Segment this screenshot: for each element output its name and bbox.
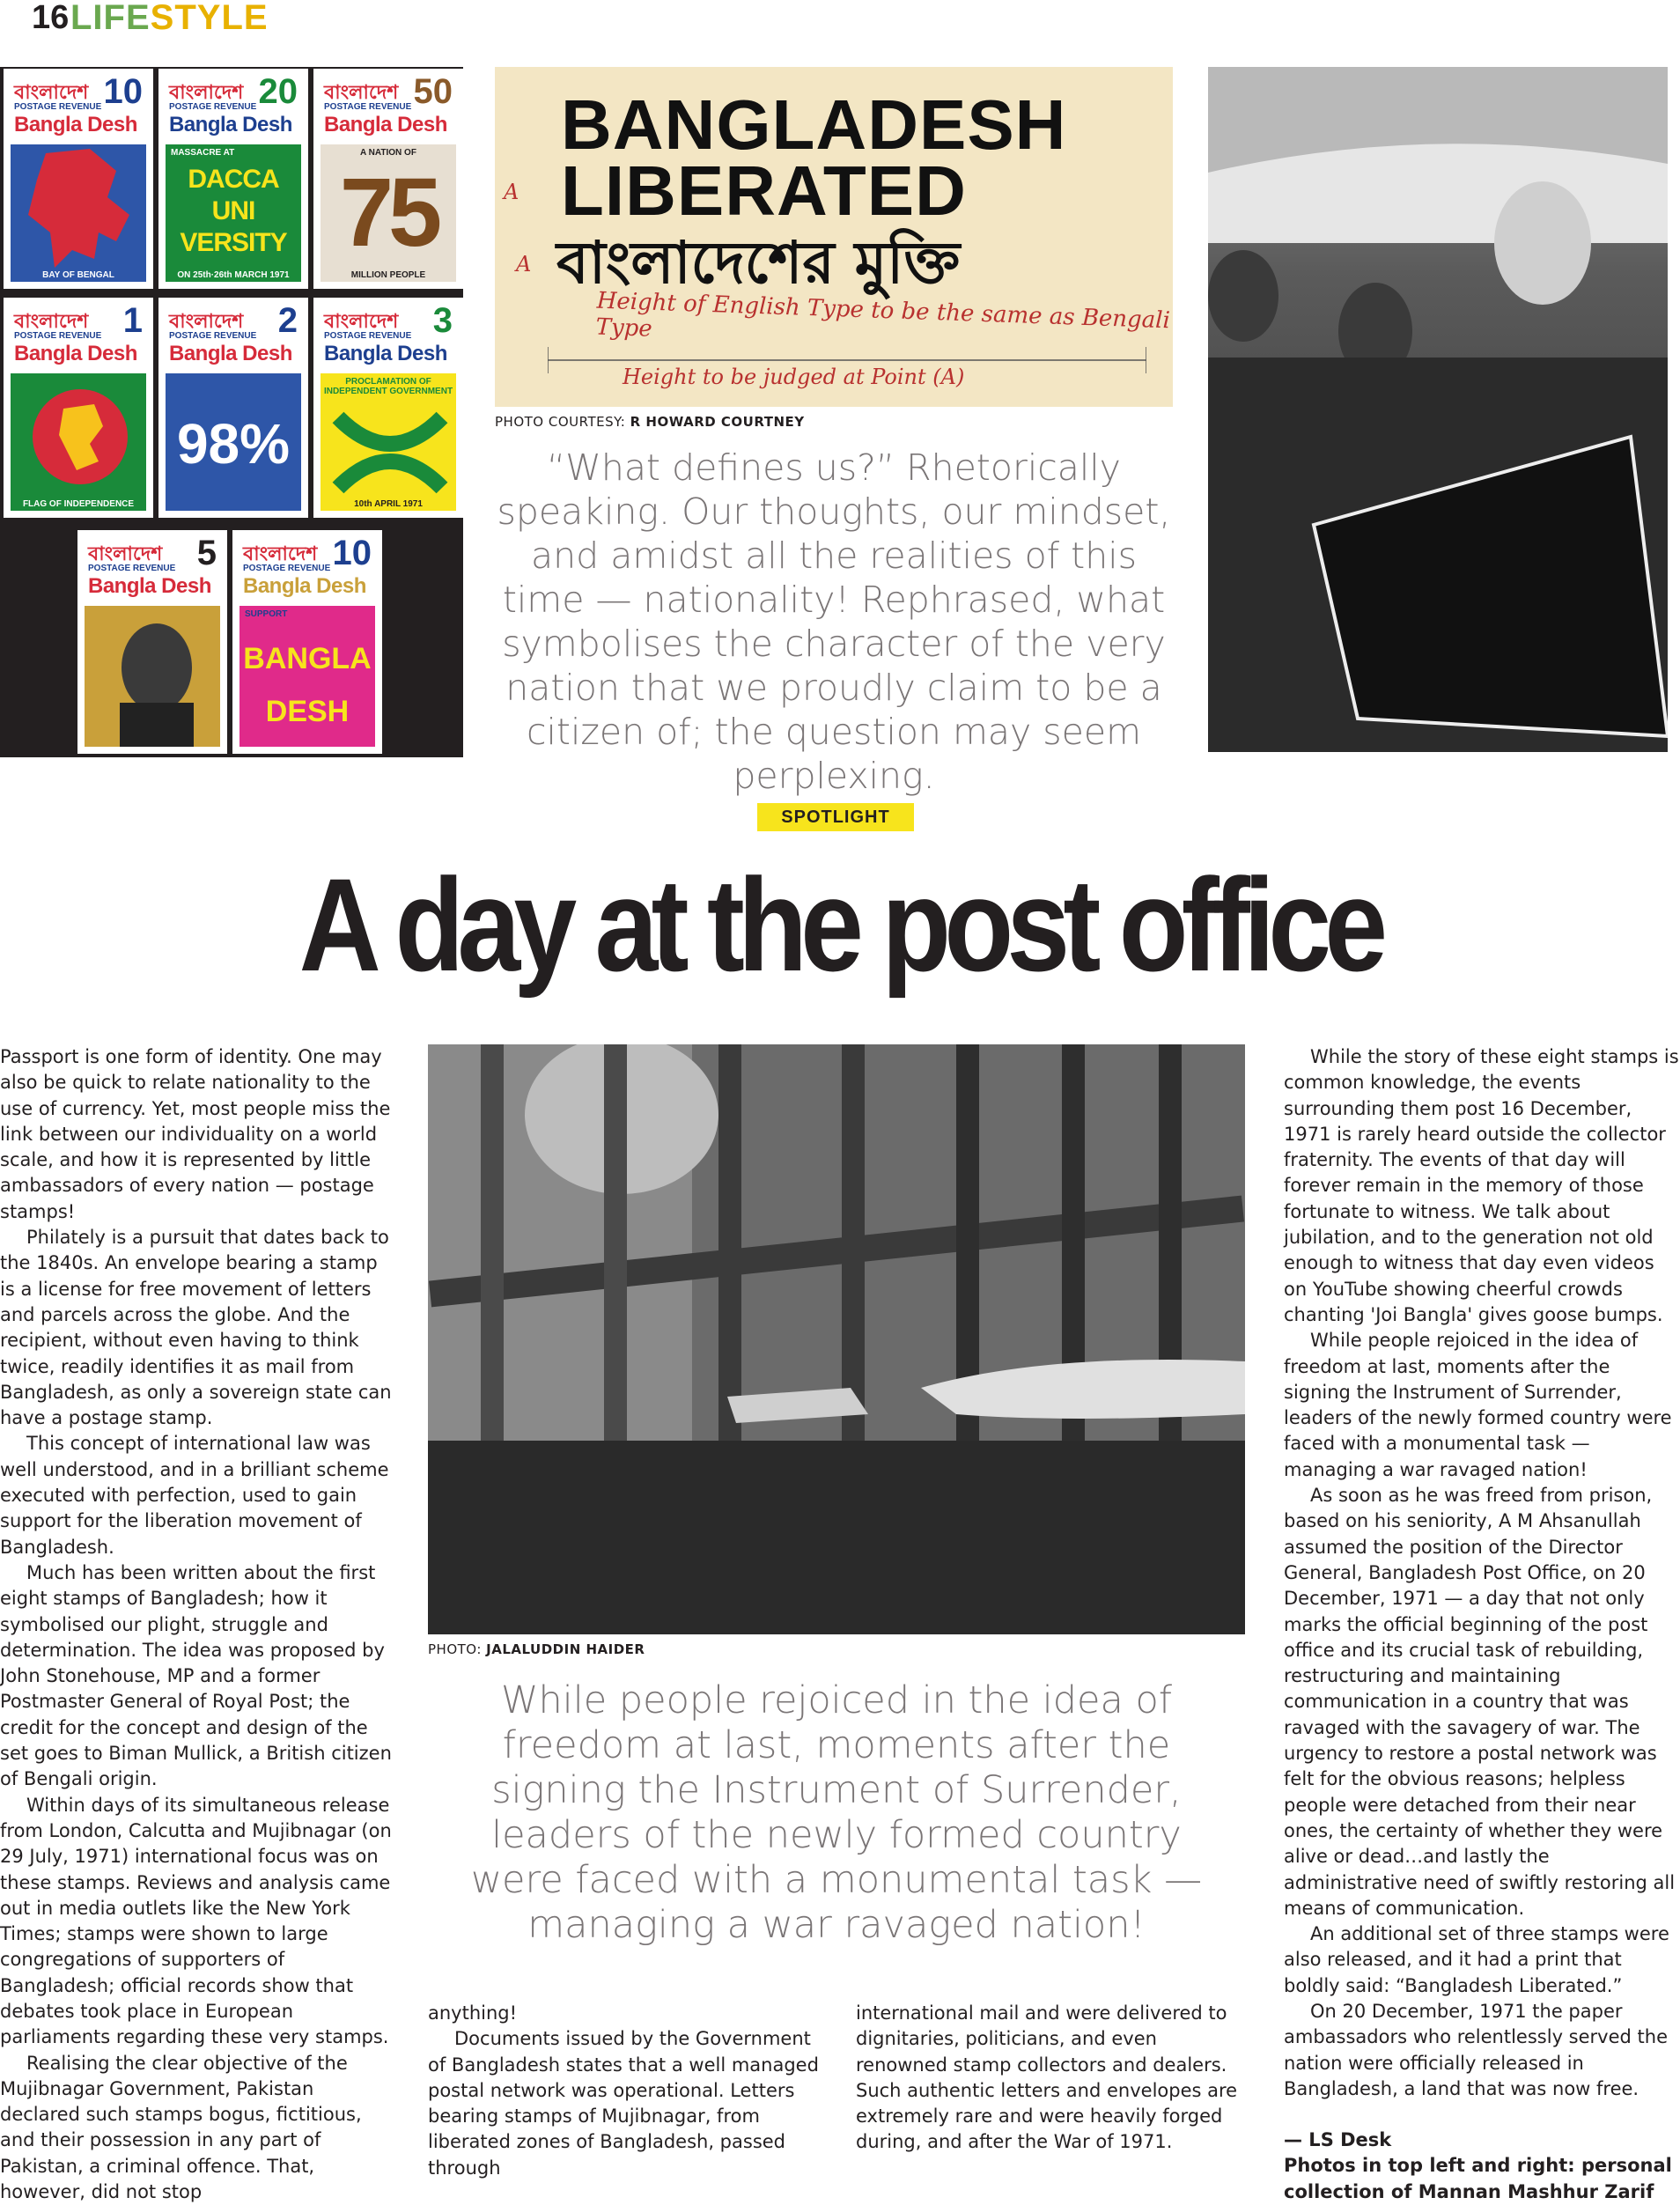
stamp-art-portrait (85, 606, 220, 747)
stamp-value: 2 (277, 301, 298, 340)
stamp-bengali-title: বাংলাদেশ (169, 311, 244, 333)
stamp-art-proclamation (321, 373, 456, 511)
headline: A day at the post office (298, 851, 1382, 999)
stamp-value: 5 (196, 534, 217, 572)
body-column-1 (0, 1044, 396, 2205)
stamp-flag (4, 298, 153, 518)
stamp-country: Bangla Desh (324, 113, 447, 136)
stamp-top-label: A NATION OF (360, 148, 416, 158)
stamp-art-75 (321, 144, 456, 282)
stamp-dacca-university (158, 69, 308, 289)
photo-illustration (428, 1044, 1245, 1634)
credit-label: PHOTO: (428, 1641, 482, 1657)
paragraph: Passport is one form of identity. One may also be quick to relate nationality to the use of currency. Yet, most people miss the link between our individuality on a world scale, and how it is represented by little ambassadors of every nation — postage stamps! (0, 1046, 391, 1222)
stamp-revenue: POSTAGE REVENUE (88, 564, 176, 573)
stamp-map (4, 69, 153, 289)
typography-note-1: Height of English Type to be the same as Bengali Type (595, 287, 1171, 343)
photo-illustration (1208, 67, 1668, 752)
stamp-value: 3 (432, 301, 453, 340)
chain-shape (321, 400, 456, 505)
stamp-country: Bangla Desh (14, 113, 137, 136)
stamp-revenue: POSTAGE REVENUE (169, 102, 257, 112)
stamp-caption: FLAG OF INDEPENDENCE (22, 499, 135, 509)
typography-marker-a: A (516, 252, 532, 277)
stamp-bengali-title: বাংলাদেশ (324, 82, 399, 104)
typography-line-3: বাংলাদেশের মুক্তি (556, 229, 961, 297)
stamp-caption: ON 25th·26th MARCH 1971 (177, 270, 290, 280)
stamp-art-ballot (166, 373, 301, 511)
credit-label: PHOTO COURTESY: (495, 414, 626, 430)
stamp-country: Bangla Desh (14, 342, 137, 365)
paragraph: Within days of its simultaneous release from London, Calcutta and Mujibnagar (on 29 July, 1971) international focus was on these stamps. Reviews and analysis came out in media outlets like the New York Times; stamps were shown to large congregations of supporters of Bangladesh; official records show that debates took place in European parliaments regarding these very stamps. (0, 1794, 392, 2048)
stamp-revenue: POSTAGE REVENUE (324, 331, 412, 341)
paragraph: Documents issued by the Government of Bangladesh states that a well managed postal network was operational. Letters bearing stamps of Mujibnagar, from liberated zones of Bangladesh, passed through (428, 2028, 819, 2179)
stamp-top-label: SUPPORT (245, 609, 288, 619)
typography-line-2: LIBERATED (561, 151, 967, 230)
stamp-caption: BAY OF BENGAL (42, 270, 114, 280)
section-name (70, 0, 269, 35)
author-signature: — LS Desk (1284, 2129, 1392, 2151)
pull-quote-top: “What defines us?” Rhetorically speaking. Our thoughts, our mindset, and amidst all the realities of this time — nationality! Rephrased, what symbolises the character of the very nation that we proudly claim to be a citizen of; the question may seem perplexing. (497, 446, 1171, 797)
photo-credit-top (495, 414, 805, 430)
stamp-bengali-title: বাংলাদেশ (243, 543, 318, 565)
stamp-caption: 10th APRIL 1971 (354, 499, 423, 509)
paragraph: While people rejoiced in the idea of freedom at last, moments after the signing the Instrument of Surrender, leaders of the newly formed country were faced with a monumental task — managing a war ravaged nation! (1284, 1330, 1672, 1480)
body-column-3 (856, 2001, 1249, 2156)
paragraph: As soon as he was freed from prison, based on his seniority, A M Ahsanullah assumed the position of the Director General, Bangladesh Post Office, on 20 December, 1971 — a day that not only marks the official beginning of the post office and its crucial task of rebuilding, restructuring and maintaining communication in a country that was ravaged with the savagery of war. The urgency to restore a postal network was felt for the obvious reasons; helpless people were detached from their near ones, the certainty of whether they were alive or dead…and lastly the administrative need of swiftly restoring all means of communication. (1284, 1485, 1676, 1919)
paragraph: On 20 December, 1971 the paper ambassadors who relentlessly served the nation were officially released in Bangladesh, a land that was now free. (1284, 2000, 1668, 2099)
paragraph: This concept of international law was well understood, and in a brilliant scheme executed with perfection, used to gain support for the liberation movement of Bangladesh. (0, 1433, 389, 1558)
stamp-value: 10 (103, 72, 143, 111)
photo-credit-center (428, 1641, 645, 1657)
stamp-98-percent (158, 298, 308, 518)
stamp-bengali-title: বাংলাদেশ (324, 311, 399, 333)
photo-post-office-counter (428, 1044, 1245, 1634)
paragraph: international mail and were delivered to dignitaries, politicians, and even renowned stamp collectors and dealers. Such authentic letters and envelopes are extremely rare and were heavily forged during, and after the War of 1971. (856, 2002, 1238, 2153)
body-column-2 (428, 2001, 824, 2181)
typography-line-1: BANGLADESH (561, 85, 1067, 164)
stamp-top-label: MASSACRE AT (171, 148, 235, 158)
paragraph: anything! (428, 2002, 518, 2024)
stamp-country: Bangla Desh (88, 574, 211, 598)
measure-line (548, 347, 1146, 373)
stamp-75-million (313, 69, 463, 289)
stamp-revenue: POSTAGE REVENUE (243, 564, 331, 573)
liberated-typography-image (495, 67, 1173, 407)
stamp-country: Bangla Desh (243, 574, 366, 598)
photo-men-with-stamps (1208, 67, 1668, 752)
body-column-4 (1284, 1044, 1680, 2205)
stamp-art-support (239, 606, 375, 747)
stamp-revenue: POSTAGE REVENUE (169, 331, 257, 341)
stamp-caption: MILLION PEOPLE (350, 270, 426, 280)
stamp-value: 1 (122, 301, 143, 340)
stamp-value: 10 (332, 534, 372, 572)
section-life: LIFE (70, 0, 151, 37)
stamp-big-text: DACCA UNI VERSITY (180, 165, 287, 257)
stamp-revenue: POSTAGE REVENUE (324, 102, 412, 112)
photo-attribution: Photos in top left and right: personal collection of Mannan Mashhur Zarif (1284, 2155, 1672, 2202)
stamp-art-massacre (166, 144, 301, 282)
section-style: STYLE (150, 0, 269, 37)
paragraph: An additional set of three stamps were also released, and it had a print that boldly said: “Bangladesh Liberated.” (1284, 1923, 1669, 1996)
stamp-value: 50 (413, 72, 453, 111)
stamp-art-map (11, 144, 146, 282)
stamp-portrait (77, 530, 227, 754)
stamps-image (0, 67, 463, 757)
paragraph: Philately is a pursuit that dates back to the 1840s. An envelope bearing a stamp is a license for free movement of letters and parcels across the globe. And the recipient, without even having to think twice, readily identifies it as mail from Bangladesh, as only a sovereign state can have a postage stamp. (0, 1227, 392, 1429)
stamp-bengali-title: বাংলাদেশ (14, 311, 89, 333)
paragraph: Realising the clear objective of the Mujibnagar Government, Pakistan declared such stamps bogus, fictitious, and their possession in any part of Pakistan, a criminal offence. That, however, did not stop (0, 2052, 362, 2203)
stamp-proclamation (313, 298, 463, 518)
credit-name: JALALUDDIN HAIDER (486, 1641, 645, 1657)
stamp-revenue: POSTAGE REVENUE (14, 331, 102, 341)
stamp-value: 20 (258, 72, 298, 111)
typography-marker-a: A (504, 180, 519, 204)
stamp-revenue: POSTAGE REVENUE (14, 102, 102, 112)
typography-note-2: Height to be judged at Point (A) (623, 365, 965, 389)
stamp-bengali-title: বাংলাদেশ (14, 82, 89, 104)
stamp-country: Bangla Desh (169, 113, 292, 136)
stamp-country: Bangla Desh (169, 342, 292, 365)
stamp-top-label: PROCLAMATION OF INDEPENDENT GOVERNMENT (323, 377, 453, 396)
spotlight-label: SPOTLIGHT (757, 803, 914, 831)
stamp-bengali-title: বাংলাদেশ (169, 82, 244, 104)
map-shape (11, 144, 146, 282)
page-number: 16 (32, 0, 70, 36)
paragraph: Much has been written about the first eight stamps of Bangladesh; how it symbolised our plight, struggle and determination. The idea was proposed by John Stonehouse, MP and a former Postmaster General of Royal Post; the credit for the concept and design of the set goes to Biman Mullick, a British citizen of Bengali origin. (0, 1561, 392, 1790)
stamp-big-text: 75 (339, 159, 438, 267)
paragraph: While the story of these eight stamps is common knowledge, the events surrounding them post 16 December, 1971 is rarely heard outside the collector fraternity. The events of that day will forever remain in the memory of those fortunate to witness. We talk about jubilation, and to the generation not old enough to witness that day even videos on YouTube showing cheerful crowds chanting 'Joi Bangla' gives goose bumps. (1284, 1046, 1679, 1325)
stamp-big-text: BANGLA DESH (243, 642, 372, 728)
stamp-support-bangladesh (232, 530, 382, 754)
stamp-big-text: 98% (176, 412, 291, 476)
stamp-bengali-title: বাংলাদেশ (88, 543, 163, 565)
credit-name: R HOWARD COURTNEY (630, 414, 805, 430)
pull-quote-center: While people rejoiced in the idea of freedom at last, moments after the signing the Instrument of Surrender, leaders of the newly formed country were faced with a monumental task — managing a war ravaged nation! (470, 1678, 1203, 1947)
flag-shape (11, 373, 146, 511)
portrait-shape (85, 606, 220, 747)
stamp-art-flag (11, 373, 146, 511)
stamp-country: Bangla Desh (324, 342, 447, 365)
